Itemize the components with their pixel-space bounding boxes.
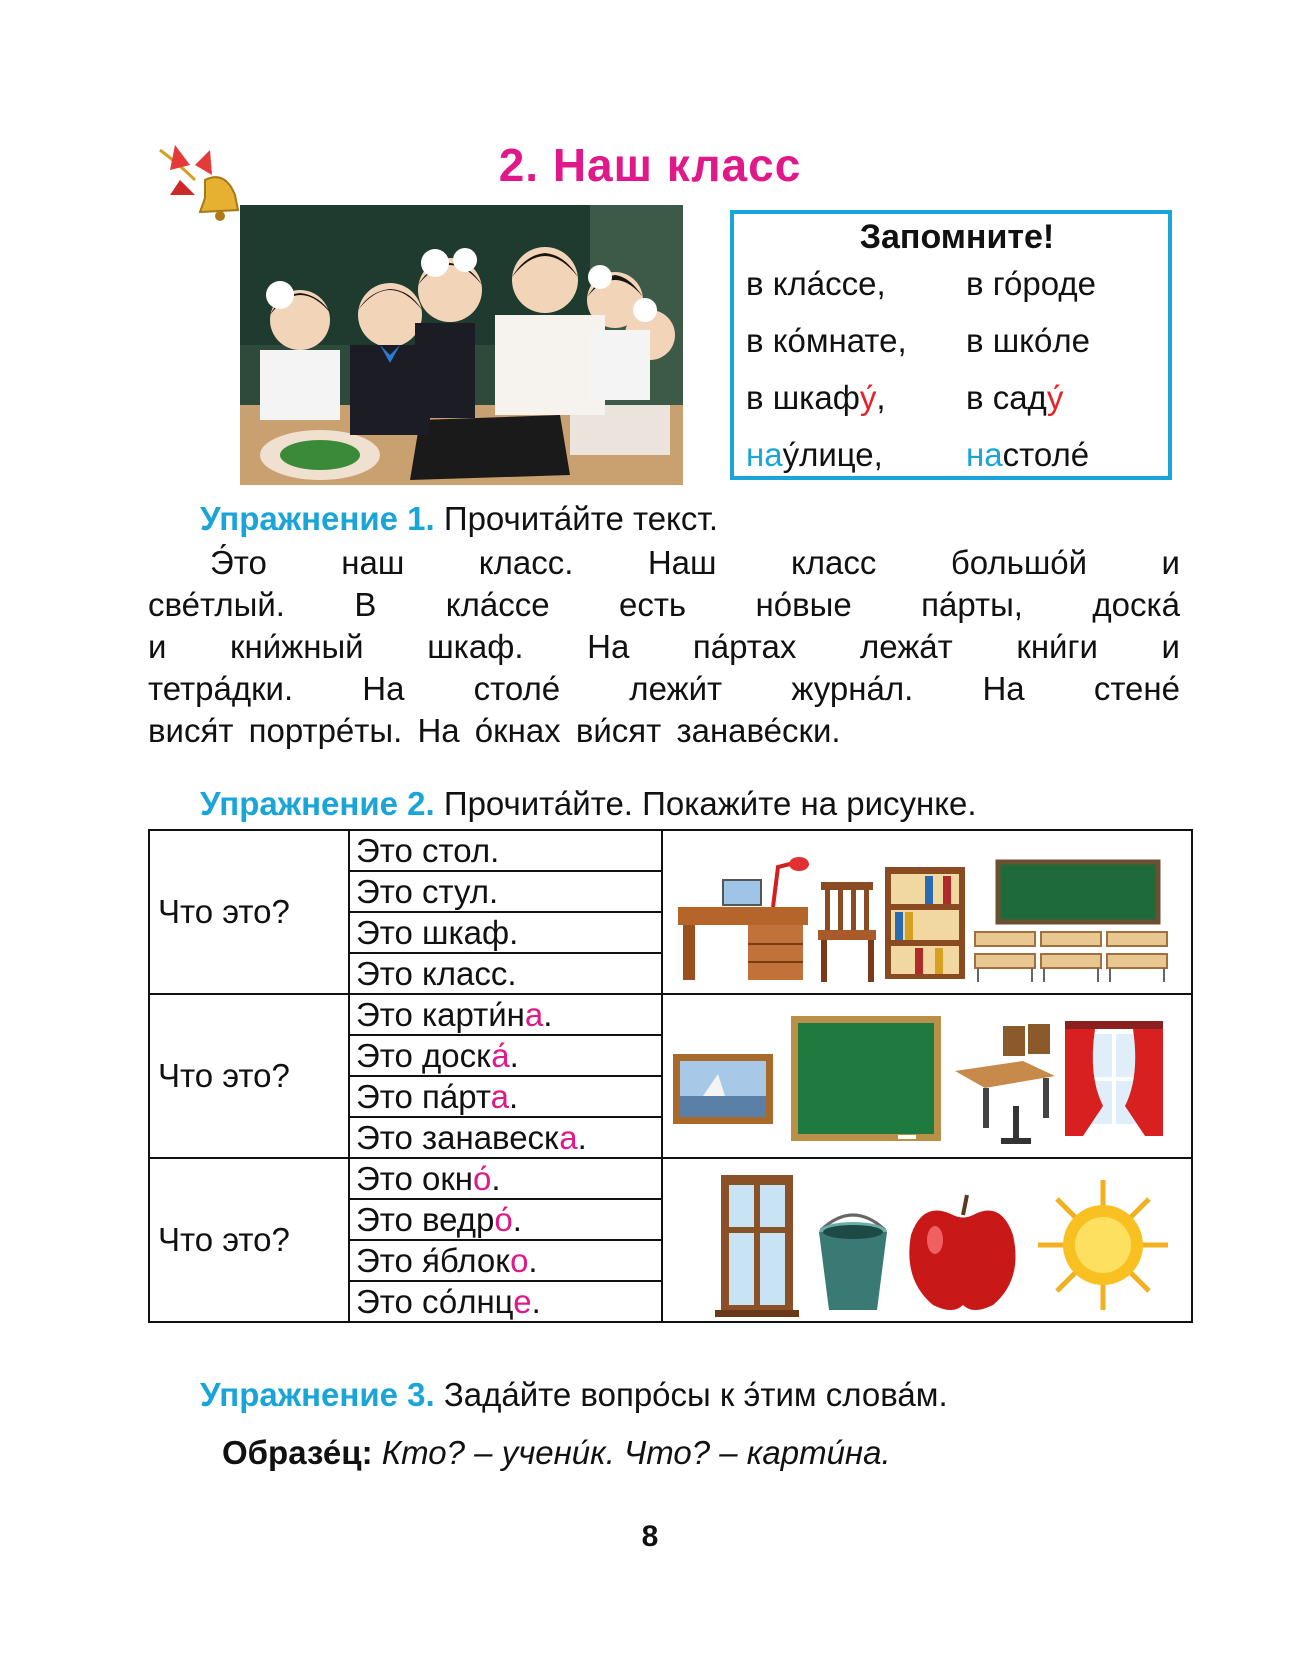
answer-punct: . (509, 1036, 519, 1074)
answer-cell (349, 912, 662, 953)
memo-ending: у́ (1046, 379, 1064, 416)
page-title: 2. Наш класс (498, 139, 802, 191)
exercise-2-header (200, 785, 977, 823)
table-row (149, 1158, 1192, 1199)
memo-punct: , (876, 379, 886, 416)
answer-ending: о́ (473, 1159, 492, 1197)
answer-punct: . (577, 1118, 587, 1156)
answer-stem: Это доск (356, 1036, 492, 1074)
school-desk-icon (955, 1024, 1055, 1144)
text-line: све́тлый. В кла́ссе есть но́вые па́рты, доска́ (148, 586, 1180, 623)
answer-ending: а́ (491, 1036, 510, 1074)
chair-icon (818, 882, 876, 982)
table-row (149, 830, 1192, 871)
exercise-3-header (200, 1376, 948, 1414)
exercise-label: Упражнение 1. (200, 500, 435, 537)
answer-stem: Это стол. (356, 831, 500, 869)
answer-stem: Это класс. (356, 954, 517, 992)
exercise-label: Упражнение 2. (200, 785, 435, 822)
answer-ending: о́ (494, 1200, 513, 1238)
answer-cell (349, 1158, 662, 1199)
question-cell: Что это? (149, 1158, 349, 1322)
picture-cell (662, 1158, 1192, 1322)
classroom-icon (975, 862, 1167, 982)
answer-ending: о (510, 1241, 529, 1279)
answer-stem: Это карти́н (356, 995, 525, 1033)
answer-cell (349, 871, 662, 912)
sample-text: Кто? – учени́к. Что? – карти́на. (381, 1434, 891, 1471)
memo-line (746, 373, 1168, 430)
answer-cell (349, 1240, 662, 1281)
answer-stem: Это стул. (356, 872, 499, 910)
answer-cell (349, 953, 662, 994)
memo-phrase: у́лице, (782, 436, 883, 473)
exercise-1-header (200, 500, 718, 538)
answer-stem: Это занавеск (356, 1118, 560, 1156)
apple-icon (909, 1195, 1015, 1310)
answer-punct: . (528, 1241, 538, 1279)
answer-punct: . (531, 1282, 541, 1320)
memo-phrase: в сад (966, 379, 1047, 416)
answer-stem: Это со́лнц (356, 1282, 514, 1320)
curtain-icon (1065, 1021, 1163, 1136)
picture-cell (662, 994, 1192, 1158)
question-cell: Что это? (149, 994, 349, 1158)
memo-phrase: в кла́ссе, (746, 265, 886, 302)
answer-cell (349, 1117, 662, 1158)
memo-phrase: в шко́ле (966, 322, 1090, 359)
answer-punct: . (512, 1200, 522, 1238)
memo-phrase: в шкаф (746, 379, 860, 416)
text-line: и кни́жный шкаф. На па́ртах лежа́т кни́ги и (148, 628, 1180, 665)
memo-line (746, 259, 1168, 316)
answer-stem: Это ведр (356, 1200, 495, 1238)
bookcase-icon (885, 867, 965, 979)
page-number: 8 (641, 1520, 659, 1553)
classroom-photo (240, 205, 683, 485)
memo-phrase: в го́роде (966, 265, 1096, 302)
exercise-instruction: Прочита́йте текст. (443, 500, 718, 537)
text-line: Э́то наш класс. Наш класс большо́й и (210, 544, 1180, 581)
memo-box (730, 210, 1172, 480)
exercise-instruction: Прочита́йте. Покажи́те на рисунке. (443, 785, 977, 822)
painting-icon (673, 1054, 773, 1124)
memo-line (746, 316, 1168, 373)
answer-punct: . (508, 1077, 519, 1115)
memo-preposition: на (746, 436, 783, 473)
exercise-1-text (148, 542, 1180, 752)
memo-preposition: на (966, 436, 1003, 473)
sample-label: Образе́ц: (222, 1434, 373, 1471)
memo-heading: Запомните! (859, 218, 1055, 256)
memo-phrase: в ко́мнате, (746, 322, 907, 359)
exercise-instruction: Зада́йте вопро́сы к э́тим слова́м. (443, 1376, 948, 1413)
memo-phrase: столе́ (1002, 436, 1090, 473)
text-line: вися́т портре́ты. На о́кнах ви́сят занаве́ски. (148, 712, 841, 749)
answer-punct: . (543, 995, 553, 1033)
answer-cell (349, 1281, 662, 1322)
table-row (149, 994, 1192, 1035)
blackboard-icon (791, 1016, 941, 1141)
answer-cell (349, 1035, 662, 1076)
bucket-icon (819, 1215, 887, 1310)
answer-ending: а (524, 995, 544, 1033)
answer-ending: а (490, 1077, 509, 1115)
desk-icon (678, 857, 809, 980)
memo-ending: у́ (859, 379, 877, 416)
picture-cell (662, 830, 1192, 994)
answer-stem: Это я́блок (356, 1241, 511, 1279)
answer-stem: Это окн (356, 1159, 473, 1197)
answer-stem: Это шкаф. (356, 913, 519, 951)
answer-punct: . (491, 1159, 501, 1197)
answer-cell (349, 994, 662, 1035)
question-cell: Что это? (149, 830, 349, 994)
answer-cell (349, 830, 662, 871)
exercise-label: Упражнение 3. (200, 1376, 435, 1413)
answer-cell (349, 1199, 662, 1240)
sun-icon (1038, 1180, 1168, 1310)
memo-line (746, 430, 1168, 487)
vocabulary-table (148, 829, 1193, 1323)
answer-ending: е (513, 1282, 532, 1320)
window-icon (715, 1175, 799, 1317)
text-line: тетра́дки. На столе́ лежи́т журна́л. На стене́ (148, 670, 1180, 707)
answer-stem: Это па́рт (356, 1077, 491, 1115)
sample-line (222, 1434, 891, 1472)
answer-cell (349, 1076, 662, 1117)
answer-ending: а (559, 1118, 578, 1156)
